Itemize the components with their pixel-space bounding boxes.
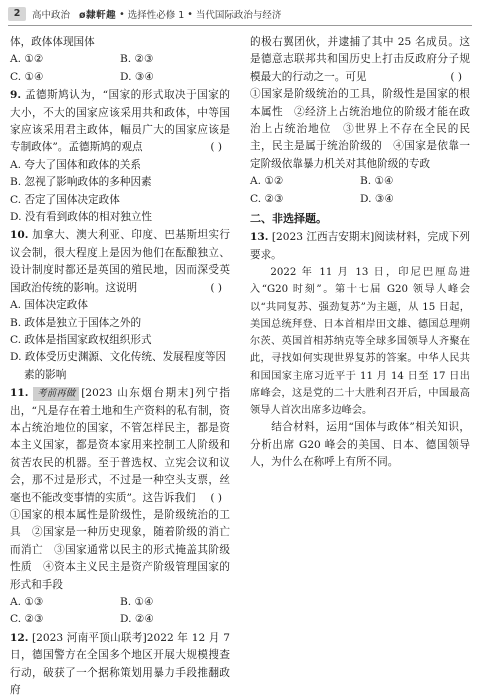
option-a: A. 国体决定政体 [10, 299, 88, 312]
option-c: C. 否定了国体决定政体 [10, 193, 120, 206]
page-header: 2 高中政治 ø隸軒趣 • 选择性必修 1 • 当代国际政治与经济 [8, 4, 472, 24]
question-options [250, 173, 470, 208]
page-number: 2 [8, 7, 26, 21]
answer-paren: ( ) [450, 70, 462, 83]
question-stem: 2022 年 12 月 7 日，德国警方在全国多个地区开展大规模搜查行动，破获了一个据称策划用暴力手段推翻政府 [10, 631, 230, 697]
question-stem-continued: 的极右翼团伙，并逮捕了其中 25 名成员。这是德意志联邦共和国历史上打击反政府分子规模最大的行动之一。可见 [250, 36, 470, 83]
right-column [250, 34, 470, 471]
answer-paren: ( ) [210, 491, 222, 504]
option-b: B. ②③ [120, 53, 154, 66]
option-d: D. ③④ [360, 192, 394, 205]
option-a: A. ①③ [10, 596, 44, 608]
option-b: B. ①④ [120, 596, 154, 608]
option-b: B. 政体是独立于国体之外的 [10, 316, 142, 329]
question-10 [10, 227, 230, 384]
question-source: [2023 河南平顶山联考] [32, 631, 147, 644]
question-12-continued [250, 34, 470, 86]
left-column [10, 34, 230, 699]
question-number: 11. [10, 387, 29, 400]
question-number: 10. [10, 229, 29, 242]
option-c: C. 政体是指国家政权组织形式 [10, 333, 152, 346]
question-stem: 列宁指出，“凡是存在着土地和生产资料的私有制，资本占统治地位的国家，不管怎样民主，都是资本主义国家，都是资本家用来控制工人阶级和贫苦农民的机器。至于普选权、立宪会议和议会，那不过是形式，不过是一种空头支票，丝毫也不能改变事情的实质”。这告诉我们 [10, 387, 231, 504]
question-12 [10, 630, 230, 699]
chapter-label: 当代国际政治与经济 [195, 10, 282, 21]
option-c: C. ②③ [10, 613, 44, 626]
option-b: B. 忽视了影响政体的多种因素 [10, 176, 152, 189]
question-items: ①国家的根本属性是阶级性，是阶级统治的工具 ②国家是一种历史现象，随着阶级的消亡而消亡 ③国家通常以民主的形式掩盖其阶级性质 ④资本主义民主是资产阶级管理国家的形式和手段 [10, 508, 230, 591]
question-source: [2023 江西吉安期末] [271, 231, 375, 244]
question-stem: 阅读材料，完成下列要求。 [250, 231, 471, 261]
option-d: D. ②④ [120, 613, 154, 626]
subject-label: 高中政治 [32, 10, 71, 21]
answer-paren: ( ) [210, 281, 222, 294]
section-heading: 二、非选择题。 [250, 212, 327, 226]
question-number: 9. [10, 89, 22, 102]
answer-paren: ( ) [210, 141, 222, 154]
option-b: B. ①④ [360, 175, 394, 188]
continued-text: 体，政体体现国体 [10, 36, 95, 48]
material-text: 2022 年 11 月 13 日，印尼巴厘岛进入“G20 时刻”。第十七届 G20 领导人峰会以“共同复苏、强劲复苏”为主题，从 15 日起，美国总统拜登、日本首相岸田文雄、德国总理朔尔茨、英国首相苏纳克等全球多国领导人齐聚在此，寻找如何实现世界复苏的答案。中华人民共和国国家主席习近平于 11 月 14 日至 17 日出席峰会，这是党的二十大胜利召开后，中国最高领导人首次出席多边峰会。 [250, 267, 470, 416]
question-number: 13. [250, 231, 269, 244]
option-a: A. ①② [250, 175, 284, 188]
continued-options [10, 51, 230, 86]
book-label: 选择性必修 1 [127, 10, 185, 21]
option-d: D. 政体受历史渊源、文化传统、发展程度等因素的影响 [10, 351, 227, 381]
question-13 [250, 229, 470, 471]
option-c: C. ①④ [10, 70, 44, 83]
question-options [10, 594, 230, 629]
question-stem: 加拿大、澳大利亚、印度、巴基斯坦实行议会制，很大程度上是因为他们在酝酿独立、设计制度时都还是英国的殖民地，因而深受英国政治传统的影响。这说明 [10, 229, 231, 294]
review-tag: 考前再做 [33, 387, 79, 401]
question-9 [10, 87, 230, 226]
question-stem: 孟德斯鸠认为，“国家的形式取决于国家的大小，不大的国家应该采用共和政体，中等国家应该采用君主政体，幅员广大的国家应该是专制政体”。孟德斯鸠的观点 [10, 89, 230, 154]
brand-logo: ø隸軒趣 [79, 10, 117, 21]
question-11 [10, 385, 230, 629]
option-d: D. ③④ [120, 70, 154, 83]
option-c: C. ②③ [250, 192, 284, 205]
option-a: A. ①② [10, 53, 44, 66]
question-number: 12. [10, 631, 29, 644]
option-d: D. 没有看到政体的相对独立性 [10, 211, 152, 224]
question-source: [2023 山东烟台期末] [81, 387, 194, 400]
header-divider [8, 25, 472, 26]
question-items: ①国家是阶级统治的工具，阶级性是国家的根本属性 ②经济上占统治地位的阶级才能在政治上占统治地位 ③世界上不存在全民的民主，民主是属于统治阶级的 ④国家是依靠一定阶级依靠暴力机关对其他阶级的专政 [250, 88, 470, 170]
question-ask: 结合材料，运用“国体与政体”相关知识，分析出席 G20 峰会的美国、日本、德国领导人，为什么在称呼上有所不同。 [250, 421, 470, 468]
option-a: A. 夸大了国体和政体的关系 [10, 158, 141, 171]
